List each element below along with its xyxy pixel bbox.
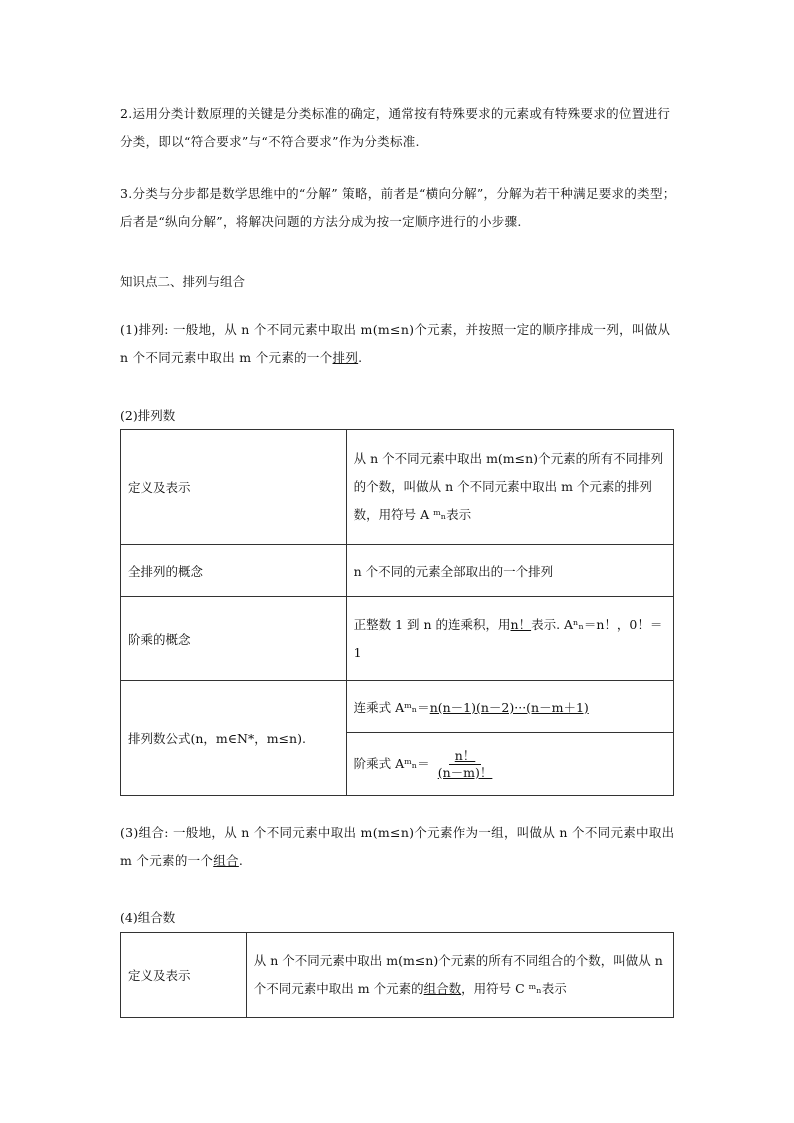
item-3-text: (3)组合: 一般地，从 n 个不同元素中取出 m(m≤n)个元素作为一组，叫做从 n 个不同元素中取出 m 个元素的一个	[120, 825, 675, 868]
table-row	[121, 430, 674, 545]
item-1-term: 排列	[332, 350, 359, 365]
table-label: 定义及表示	[121, 933, 247, 1018]
paragraph-3: 3.分类与分步都是数学思维中的“分解” 策略，前者是“横向分解”，分解为若干种满足要求的类型；后者是“纵向分解”，将解决问题的方法分成为按一定顺序进行的小步骤.	[120, 186, 676, 229]
fraction	[432, 748, 499, 781]
table-value	[346, 597, 673, 681]
item-3-suffix: .	[238, 853, 244, 868]
permutation-table	[120, 429, 674, 796]
item-1-text: (1)排列: 一般地，从 n 个不同元素中取出 m(m≤n)个元素，并按照一定的顺序排成一列，叫做从 n 个不同元素中取出 m 个元素的一个	[120, 322, 671, 365]
table-label: 定义及表示	[121, 430, 347, 545]
product-formula-label: 连乘式 Aᵐₙ＝	[353, 699, 430, 715]
table-label: 阶乘的概念	[121, 597, 347, 681]
combination-suffix: ，用符号 C ᵐₙ表示	[461, 981, 567, 996]
combination-term: 组合数	[423, 981, 462, 996]
item-4-heading: (4)组合数	[120, 910, 176, 925]
factorial-formula-label: 阶乘式 Aᵐₙ＝	[353, 755, 430, 771]
factorial-formula	[346, 733, 673, 796]
fraction-denominator: (n－m)！	[437, 764, 493, 780]
product-formula	[346, 681, 673, 733]
table-row	[121, 545, 674, 597]
item-3-combination	[120, 819, 676, 875]
factorial-suffix: 表示. Aⁿₙ＝n！，0！＝1	[353, 616, 663, 660]
combination-table	[120, 932, 674, 1018]
combination-text: 从 n 个不同元素中取出 m(m≤n)个元素的所有不同组合的个数，叫做从 n 个不同元素中取出 m 个元素的	[253, 953, 663, 996]
table-label: 全排列的概念	[121, 545, 347, 597]
item-3-term: 组合	[213, 853, 239, 868]
item-1-permutation	[120, 316, 676, 372]
product-formula-expr: n(n－1)(n－2)···(n－m＋1)	[429, 699, 589, 715]
factorial-text: 正整数 1 到 n 的连乘积，用	[353, 616, 511, 632]
table-row	[121, 597, 674, 681]
table-row	[121, 933, 674, 1018]
table-value: 从 n 个不同元素中取出 m(m≤n)个元素的所有不同排列的个数，叫做从 n 个不同元素中取出 m 个元素的排列数，用符号 A ᵐₙ表示	[346, 430, 673, 545]
section-heading: 知识点二、排列与组合	[120, 274, 246, 289]
table-value: n 个不同的元素全部取出的一个排列	[346, 545, 673, 597]
item-1-suffix: .	[358, 350, 363, 365]
factorial-term: n！	[510, 616, 532, 632]
item-2-heading: (2)排列数	[120, 408, 176, 423]
table-row	[121, 681, 674, 733]
fraction-numerator: n！	[449, 748, 482, 765]
table-value	[246, 933, 673, 1018]
paragraph-2: 2.运用分类计数原理的关键是分类标准的确定，通常按有特殊要求的元素或有特殊要求的位置进行分类，即以“符合要求”与“不符合要求”作为分类标准.	[120, 106, 671, 149]
table-label: 排列数公式(n，m∈N*，m≤n).	[121, 681, 347, 796]
